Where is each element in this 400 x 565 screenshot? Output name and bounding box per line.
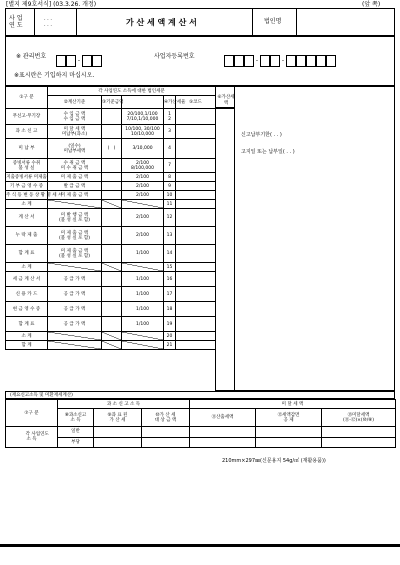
row-code: 18 bbox=[164, 302, 176, 317]
main-rows bbox=[5, 108, 215, 350]
row-base-amount[interactable] bbox=[102, 191, 122, 200]
table-row bbox=[6, 341, 216, 350]
row-rate bbox=[122, 341, 164, 350]
row-basis: 수 취 금 액 미 수 취 금 액 bbox=[48, 159, 102, 173]
table-row bbox=[6, 159, 216, 173]
row-base-amount[interactable] bbox=[102, 287, 122, 302]
row-category: 합 계 표 bbox=[6, 245, 48, 263]
row-code: 13 bbox=[164, 227, 176, 245]
row-base-amount[interactable] bbox=[102, 109, 122, 125]
row-penalty-amount[interactable] bbox=[176, 125, 216, 139]
row-category: 증빙서류 수취 불 성 실 bbox=[6, 159, 48, 173]
row-base-amount[interactable] bbox=[102, 317, 122, 332]
row-basis: 미 발 행 금 액 (불 성 실 포 함) bbox=[48, 209, 102, 227]
row-rate: 20/100,1/100 7/10,1/10,000 bbox=[122, 109, 164, 125]
row-category: 합 계 bbox=[6, 341, 48, 350]
lower-header-deduction: ⑫세액감면 공 제 bbox=[256, 409, 322, 427]
row-rate: 3/10,000 bbox=[122, 139, 164, 159]
row-basis: 미 제 출 금 액 bbox=[48, 191, 102, 200]
row-penalty-amount[interactable] bbox=[176, 200, 216, 209]
row-penalty-amount[interactable] bbox=[176, 263, 216, 272]
row-category: 주 식 등 변 동 상 황 명 세 서 bbox=[6, 192, 63, 198]
lower-group-a: 과 소 신 고 소 득 bbox=[58, 400, 190, 409]
row-code: 14 bbox=[164, 245, 176, 263]
row-base-amount[interactable] bbox=[102, 159, 122, 173]
row-code: 7 bbox=[164, 159, 176, 173]
year-label: 사 업 연 도 bbox=[9, 15, 23, 29]
lower-cell[interactable] bbox=[322, 427, 396, 438]
lower-cell[interactable] bbox=[256, 437, 322, 448]
row-penalty-amount[interactable] bbox=[176, 302, 216, 317]
row-rate: 2/100 bbox=[122, 209, 164, 227]
row-code: 17 bbox=[164, 287, 176, 302]
group-header: 각 사업연도 소득에 대한 법인세분 bbox=[48, 87, 216, 96]
row-basis: 공 급 가 액 bbox=[48, 272, 102, 287]
row-code: 15 bbox=[164, 263, 176, 272]
filing-date[interactable]: 신고납부기한( . . ) bbox=[241, 132, 282, 138]
table-row bbox=[6, 302, 216, 317]
table-row bbox=[6, 263, 216, 272]
table-row bbox=[6, 332, 216, 341]
row-category: 현 금 영 수 증 bbox=[6, 302, 48, 317]
lower-cell[interactable] bbox=[190, 437, 256, 448]
lower-row-improper: 부당 bbox=[58, 437, 94, 448]
biz-no-field[interactable]: - - bbox=[224, 50, 336, 69]
table-row bbox=[6, 272, 216, 287]
row-penalty-amount[interactable] bbox=[176, 139, 216, 159]
corp-name-label: 법인명 bbox=[264, 18, 282, 25]
row-basis bbox=[48, 263, 102, 272]
table-row bbox=[6, 182, 216, 191]
id-block bbox=[5, 36, 395, 86]
row-base-amount[interactable] bbox=[102, 263, 122, 272]
paper-spec: 210mm×297㎜(신문용지 54g/㎡ (재활용품)) bbox=[222, 458, 326, 464]
row-rate: 2/100 bbox=[122, 191, 164, 200]
row-basis: 미 제 출 금 액 (불 성 실 포 함) bbox=[48, 245, 102, 263]
row-penalty-amount[interactable] bbox=[176, 227, 216, 245]
row-code: 4 bbox=[164, 139, 176, 159]
page-title: 가 산 세 액 계 산 서 bbox=[126, 18, 197, 27]
row-rate bbox=[122, 332, 164, 341]
lower-cell[interactable] bbox=[94, 427, 142, 438]
col-header-rate-blank bbox=[122, 96, 164, 109]
row-base-amount[interactable] bbox=[102, 245, 122, 263]
row-penalty-amount[interactable] bbox=[176, 341, 216, 350]
row-rate: 10/100, 30/100 10/10,000 bbox=[122, 125, 164, 139]
table-row bbox=[6, 139, 216, 159]
row-category: 소 계 bbox=[6, 332, 48, 341]
row-base-amount[interactable] bbox=[102, 173, 122, 182]
row-basis: 미 달 세 액 미납부(과소) bbox=[48, 125, 102, 139]
table-row bbox=[6, 209, 216, 227]
row-penalty-amount[interactable] bbox=[176, 287, 216, 302]
col-header-basis: ②계산기준 bbox=[48, 96, 102, 109]
row-rate: 1/100 bbox=[122, 245, 164, 263]
row-category: 지출증빙서류 미제출 bbox=[6, 174, 47, 180]
row-penalty-amount[interactable] bbox=[176, 245, 216, 263]
row-base-amount[interactable] bbox=[102, 200, 122, 209]
col-header-base-amount: ③기준금액 bbox=[102, 96, 122, 109]
lower-header-category: ⑦구 분 bbox=[6, 400, 58, 427]
col-header-rate: ④가산세율 bbox=[164, 96, 176, 109]
table-row bbox=[6, 227, 216, 245]
row-category: 미 납 부 bbox=[6, 139, 48, 159]
row-basis: 공 급 가 액 bbox=[48, 287, 102, 302]
table-row bbox=[6, 200, 216, 209]
row-rate: 2/100 bbox=[122, 182, 164, 191]
lower-header-shortfall: ⑬미달세액 (⑪-⑫)×(⑩/⑧) bbox=[322, 409, 396, 427]
row-category: 누 락 제 출 bbox=[6, 227, 48, 245]
row-category: 계 산 서 bbox=[6, 209, 48, 227]
row-category: 기 부 금 영 수 증 bbox=[6, 182, 48, 191]
lower-header-computed-tax: ⑪산출세액 bbox=[190, 409, 256, 427]
row-base-amount[interactable] bbox=[102, 272, 122, 287]
row-category: 소 계 bbox=[6, 263, 48, 272]
penalty-column[interactable] bbox=[215, 108, 235, 391]
row-rate: 1/100 bbox=[122, 302, 164, 317]
lower-cell[interactable] bbox=[190, 427, 256, 438]
row-code: 21 bbox=[164, 341, 176, 350]
notice-date[interactable]: 고지일 또는 납부일( . . ) bbox=[241, 149, 295, 155]
row-base-amount[interactable] bbox=[102, 227, 122, 245]
lower-banner-row bbox=[5, 391, 395, 399]
row-rate: 1/100 bbox=[122, 287, 164, 302]
mgmt-no-label: ※ 관리번호 bbox=[16, 53, 47, 60]
row-basis: 수 입 금 액 수 입 금 액 bbox=[48, 109, 102, 125]
table-row bbox=[6, 173, 216, 182]
mgmt-no-field[interactable]: - bbox=[56, 50, 102, 69]
col-header-category: ①구 분 bbox=[6, 87, 48, 109]
bottom-rule bbox=[0, 544, 400, 547]
row-penalty-amount[interactable] bbox=[176, 159, 216, 173]
lower-header-assessed: ⑨과 표 된 가 산 세 bbox=[94, 409, 142, 427]
row-code: 16 bbox=[164, 272, 176, 287]
row-code: 10 bbox=[164, 191, 176, 200]
main-rows-table bbox=[5, 108, 216, 350]
fiscal-dates[interactable]: . . . . . . bbox=[44, 16, 52, 28]
row-code: 19 bbox=[164, 317, 176, 332]
row-rate: 2/100 bbox=[122, 173, 164, 182]
row-category: 과 소 신 고 bbox=[6, 125, 48, 139]
row-penalty-amount[interactable] bbox=[176, 209, 216, 227]
biz-no-label: 사업자등록번호 bbox=[154, 53, 195, 60]
lower-row-general: 일반 bbox=[58, 427, 94, 438]
row-basis: 공 급 가 액 bbox=[48, 302, 102, 317]
table-row bbox=[6, 245, 216, 263]
row-code: 1 2 bbox=[164, 109, 176, 125]
row-basis: 공 급 가 액 bbox=[48, 317, 102, 332]
row-rate bbox=[122, 200, 164, 209]
row-category: 신 용 카 드 bbox=[6, 287, 48, 302]
main-table bbox=[5, 86, 216, 109]
row-rate: 1/100 bbox=[122, 317, 164, 332]
lower-cell[interactable] bbox=[142, 437, 190, 448]
lower-table bbox=[5, 399, 396, 448]
row-penalty-amount[interactable] bbox=[176, 272, 216, 287]
lower-cell[interactable] bbox=[142, 427, 190, 438]
row-rate: 2/100 8/100,000 bbox=[122, 159, 164, 173]
row-code: 8 bbox=[164, 173, 176, 182]
title-block bbox=[5, 8, 395, 36]
row-code: 3 bbox=[164, 125, 176, 139]
lower-row-label: 각 사업연도 소 득 bbox=[6, 427, 58, 448]
row-code: 11 bbox=[164, 200, 176, 209]
row-category: 소 계 bbox=[6, 200, 48, 209]
row-code: 12 bbox=[164, 209, 176, 227]
row-penalty-amount[interactable] bbox=[176, 191, 216, 200]
row-penalty-amount[interactable] bbox=[176, 317, 216, 332]
row-basis bbox=[48, 341, 102, 350]
lower-cell[interactable] bbox=[256, 427, 322, 438]
row-rate: 2/100 bbox=[122, 227, 164, 245]
table-row bbox=[6, 125, 216, 139]
row-basis: 미 제 출 금 액 (불 성 실 포 함) bbox=[48, 227, 102, 245]
row-base-amount[interactable] bbox=[102, 341, 122, 350]
row-base-amount[interactable] bbox=[102, 182, 122, 191]
page-side: (앞 쪽) bbox=[362, 1, 381, 8]
lower-cell[interactable] bbox=[94, 437, 142, 448]
row-base-amount[interactable]: ( ) bbox=[102, 139, 122, 159]
table-row bbox=[6, 317, 216, 332]
table-row bbox=[6, 109, 216, 125]
form-code: [별지 제9호서식] (03.3.26. 개정) bbox=[6, 1, 97, 8]
office-note: ※표시란은 기입하지 마십시오. bbox=[14, 72, 95, 79]
row-rate bbox=[122, 263, 164, 272]
row-code: 9 bbox=[164, 182, 176, 191]
table-row bbox=[6, 287, 216, 302]
lower-header-underreported: ⑧과소신고 소 득 bbox=[58, 409, 94, 427]
lower-group-b: 미 달 세 액 bbox=[190, 400, 396, 409]
col-header-code: ⑤코드 bbox=[176, 96, 216, 109]
lower-banner: (재요신고소득 및 미환재세계산) bbox=[10, 393, 73, 398]
row-category: 무신고·무기장 bbox=[6, 109, 48, 125]
row-penalty-amount[interactable] bbox=[176, 109, 216, 125]
row-base-amount[interactable] bbox=[102, 302, 122, 317]
row-penalty-amount[interactable] bbox=[176, 182, 216, 191]
table-row bbox=[6, 191, 216, 200]
row-base-amount[interactable] bbox=[102, 125, 122, 139]
col-header-penalty: ⑥가산세액 bbox=[217, 95, 235, 106]
row-base-amount[interactable] bbox=[102, 209, 122, 227]
row-penalty-amount[interactable] bbox=[176, 332, 216, 341]
lower-cell[interactable] bbox=[322, 437, 396, 448]
row-basis bbox=[48, 200, 102, 209]
row-category: 합 계 표 bbox=[6, 317, 48, 332]
row-penalty-amount[interactable] bbox=[176, 173, 216, 182]
row-category: 세 금 계 산 서 bbox=[6, 272, 48, 287]
row-basis: 발 급 금 액 bbox=[48, 182, 102, 191]
row-basis: (일수) 미납부세액 bbox=[48, 139, 102, 159]
row-rate: 1/100 bbox=[122, 272, 164, 287]
row-basis bbox=[48, 332, 102, 341]
row-base-amount[interactable] bbox=[102, 332, 122, 341]
col-header-penalty-box bbox=[215, 86, 235, 108]
side-info-area bbox=[235, 86, 395, 391]
lower-header-target: ⑩가 산 세 대 상 금 액 bbox=[142, 409, 190, 427]
row-code: 20 bbox=[164, 332, 176, 341]
row-basis: 미 제 출 금 액 bbox=[48, 173, 102, 182]
